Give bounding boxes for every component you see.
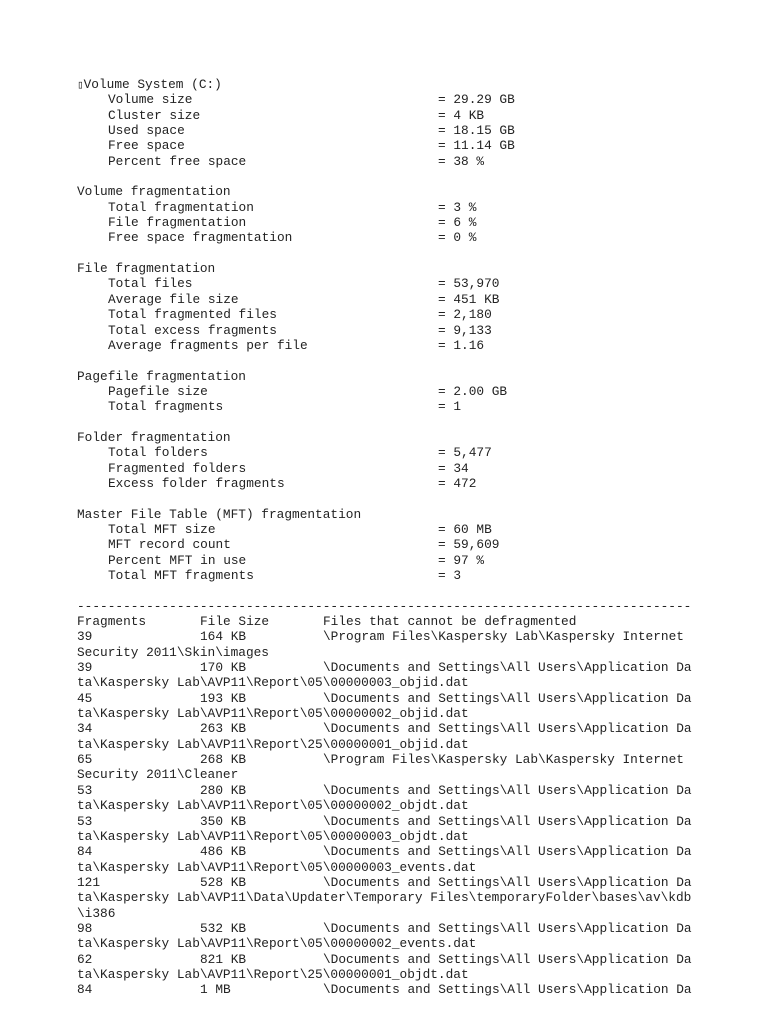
file-size: 532 KB	[200, 920, 247, 936]
stat-value: = 2,180	[438, 307, 492, 323]
stat-value: = 3 %	[438, 199, 477, 215]
file-path-continuation: Security 2011\Skin\images	[77, 644, 269, 660]
stat-label: Used space	[108, 123, 185, 139]
fragment-count: 53	[77, 782, 93, 798]
file-size: 193 KB	[200, 690, 247, 706]
stat-label: Percent free space	[108, 153, 247, 169]
table-row	[77, 783, 697, 798]
table-row	[77, 814, 697, 829]
stat-label: Total MFT fragments	[108, 568, 254, 583]
stat-value: = 3	[438, 568, 462, 583]
stat-label: Percent MFT in use	[108, 552, 247, 568]
stat-row	[77, 292, 697, 307]
file-size: 528 KB	[200, 874, 247, 890]
stat-value: = 59,609	[438, 537, 500, 553]
fragment-table-header	[77, 614, 697, 629]
stat-value: = 29.29 GB	[438, 92, 515, 108]
stat-label: Fragmented folders	[108, 460, 247, 476]
stat-label: Free space fragmentation	[108, 230, 293, 246]
stat-row	[77, 215, 697, 230]
table-row	[77, 629, 697, 644]
stat-value: = 6 %	[438, 215, 477, 231]
stat-label: Total MFT size	[108, 521, 216, 537]
stat-row	[77, 108, 697, 123]
fragment-count: 121	[77, 874, 101, 890]
stat-label: Excess folder fragments	[108, 475, 285, 491]
table-row	[77, 660, 697, 675]
file-size: 821 KB	[200, 951, 247, 967]
file-path: \Documents and Settings\All Users\Application Da	[323, 721, 692, 737]
fragment-count: 84	[77, 844, 93, 860]
file-path-continuation: ta\Kaspersky Lab\AVP11\Report\05\00000003_events.dat	[77, 859, 477, 875]
stat-value: = 451 KB	[438, 291, 500, 307]
table-row	[77, 952, 697, 967]
fragment-count: 84	[77, 982, 93, 998]
stat-row	[77, 276, 697, 291]
file-path: \Documents and Settings\All Users\Application Da	[323, 874, 692, 890]
fragment-count: 39	[77, 660, 93, 676]
stat-label: Pagefile size	[108, 383, 208, 399]
section-gap	[77, 491, 697, 506]
stat-label: Total excess fragments	[108, 322, 277, 338]
stat-row	[77, 307, 697, 322]
fragment-count: 39	[77, 629, 93, 645]
stat-label: MFT record count	[108, 537, 231, 553]
header-file-size: File Size	[200, 614, 270, 630]
stat-value: = 0 %	[438, 230, 477, 246]
file-size: 170 KB	[200, 660, 247, 676]
file-path-continuation: ta\Kaspersky Lab\AVP11\Report\05\00000002_events.dat	[77, 936, 477, 952]
fragment-count: 45	[77, 690, 93, 706]
file-path-continuation: ta\Kaspersky Lab\AVP11\Report\05\00000002_objdt.dat	[77, 798, 469, 814]
stat-value: = 53,970	[438, 276, 500, 292]
file-size: 1 MB	[200, 982, 231, 998]
header-files: Files that cannot be defragmented	[323, 614, 577, 630]
table-row	[77, 691, 697, 706]
header-fragments: Fragments	[77, 614, 147, 630]
file-path-continuation: ta\Kaspersky Lab\AVP11\Report\05\00000003_objdt.dat	[77, 828, 469, 844]
file-size: 164 KB	[200, 629, 247, 645]
file-path: \Program Files\Kaspersky Lab\Kaspersky Internet	[323, 629, 684, 645]
stat-row	[77, 522, 697, 537]
stat-row	[77, 323, 697, 338]
stat-row	[77, 568, 697, 583]
stat-row	[77, 230, 697, 245]
file-path-continuation: ta\Kaspersky Lab\AVP11\Report\05\00000003_objid.dat	[77, 675, 469, 691]
table-row	[77, 721, 697, 736]
stat-label: Free space	[108, 138, 185, 154]
stat-value: = 97 %	[438, 552, 485, 568]
stat-value: = 5,477	[438, 445, 492, 461]
stat-row	[77, 154, 697, 169]
file-size: 263 KB	[200, 721, 247, 737]
fragment-count: 53	[77, 813, 93, 829]
fragment-count: 98	[77, 920, 93, 936]
file-path: \Documents and Settings\All Users\Application Da	[323, 982, 692, 998]
file-path-continuation: \i386	[77, 905, 116, 921]
stat-label: File fragmentation	[108, 215, 247, 231]
section-gap	[77, 583, 697, 598]
section-gap	[77, 415, 697, 430]
stat-row	[77, 537, 697, 552]
table-row	[77, 982, 697, 997]
file-path: \Program Files\Kaspersky Lab\Kaspersky Internet	[323, 752, 684, 768]
stat-label: Total files	[108, 276, 193, 292]
stat-value: = 1.16	[438, 337, 485, 353]
stat-label: Average file size	[108, 291, 239, 307]
file-path: \Documents and Settings\All Users\Application Da	[323, 660, 692, 676]
file-path: \Documents and Settings\All Users\Application Da	[323, 782, 692, 798]
file-path-continuation: ta\Kaspersky Lab\AVP11\Report\05\00000002_objid.dat	[77, 706, 469, 722]
stat-value: = 2.00 GB	[438, 383, 508, 399]
fragment-count: 34	[77, 721, 93, 737]
file-path: \Documents and Settings\All Users\Application Da	[323, 920, 692, 936]
file-path: \Documents and Settings\All Users\Application Da	[323, 813, 692, 829]
leading-box-glyph: ▯	[77, 80, 84, 92]
file-path: \Documents and Settings\All Users\Application Da	[323, 690, 692, 706]
file-size: 350 KB	[200, 813, 247, 829]
stat-label: Total fragmentation	[108, 199, 254, 215]
file-path: \Documents and Settings\All Users\Application Da	[323, 951, 692, 967]
stat-row	[77, 553, 697, 568]
stat-value: = 472	[438, 475, 477, 491]
section-gap	[77, 169, 697, 184]
stat-row	[77, 92, 697, 107]
file-path-continuation: ta\Kaspersky Lab\AVP11\Report\25\00000001_objdt.dat	[77, 966, 469, 982]
stat-label: Cluster size	[108, 107, 201, 123]
file-size: 486 KB	[200, 844, 247, 860]
stat-label: Total fragmented files	[108, 307, 277, 323]
stat-label: Volume size	[108, 92, 193, 108]
file-path-continuation: ta\Kaspersky Lab\AVP11\Data\Updater\Temporary Files\temporaryFolder\bases\av\kdb	[77, 890, 692, 906]
stat-value: = 9,133	[438, 322, 492, 338]
stat-row	[77, 445, 697, 460]
stat-label: Total fragments	[108, 399, 224, 415]
stat-row	[77, 461, 697, 476]
stat-row	[77, 138, 697, 153]
file-path: \Documents and Settings\All Users\Application Da	[323, 844, 692, 860]
file-size: 268 KB	[200, 752, 247, 768]
fragment-count: 65	[77, 752, 93, 768]
section-gap	[77, 246, 697, 261]
stat-row	[77, 200, 697, 215]
section-title	[77, 77, 697, 92]
table-row	[77, 844, 697, 859]
stat-value: = 18.15 GB	[438, 123, 515, 139]
section-gap	[77, 353, 697, 368]
stat-label: Average fragments per file	[108, 337, 308, 353]
file-size: 280 KB	[200, 782, 247, 798]
table-row	[77, 875, 697, 890]
table-row	[77, 921, 697, 936]
stat-value: = 1	[438, 399, 462, 415]
table-row	[77, 752, 697, 767]
report-document	[77, 77, 697, 998]
stat-value: = 11.14 GB	[438, 138, 515, 154]
section-title: File fragmentation	[77, 261, 216, 277]
stat-row	[77, 476, 697, 491]
stat-value: = 4 KB	[438, 107, 485, 123]
file-path-continuation: ta\Kaspersky Lab\AVP11\Report\25\00000001_objid.dat	[77, 736, 469, 752]
stat-row	[77, 123, 697, 138]
file-path-continuation: Security 2011\Cleaner	[77, 767, 239, 783]
section-title: Master File Table (MFT) fragmentation	[77, 506, 362, 522]
stat-row	[77, 384, 697, 399]
section-title: Volume fragmentation	[77, 184, 231, 200]
section-title-text: Volume System (C:)	[83, 77, 222, 92]
stat-row	[77, 338, 697, 353]
stat-value: = 38 %	[438, 153, 485, 169]
fragment-count: 62	[77, 951, 93, 967]
stat-label: Total folders	[108, 445, 208, 461]
separator-line: --------------------------------------------------------------------------------	[77, 598, 692, 614]
stat-value: = 60 MB	[438, 521, 492, 537]
stat-row	[77, 399, 697, 414]
section-title: Pagefile fragmentation	[77, 368, 246, 384]
stat-value: = 34	[438, 460, 469, 476]
section-title: Folder fragmentation	[77, 429, 231, 445]
